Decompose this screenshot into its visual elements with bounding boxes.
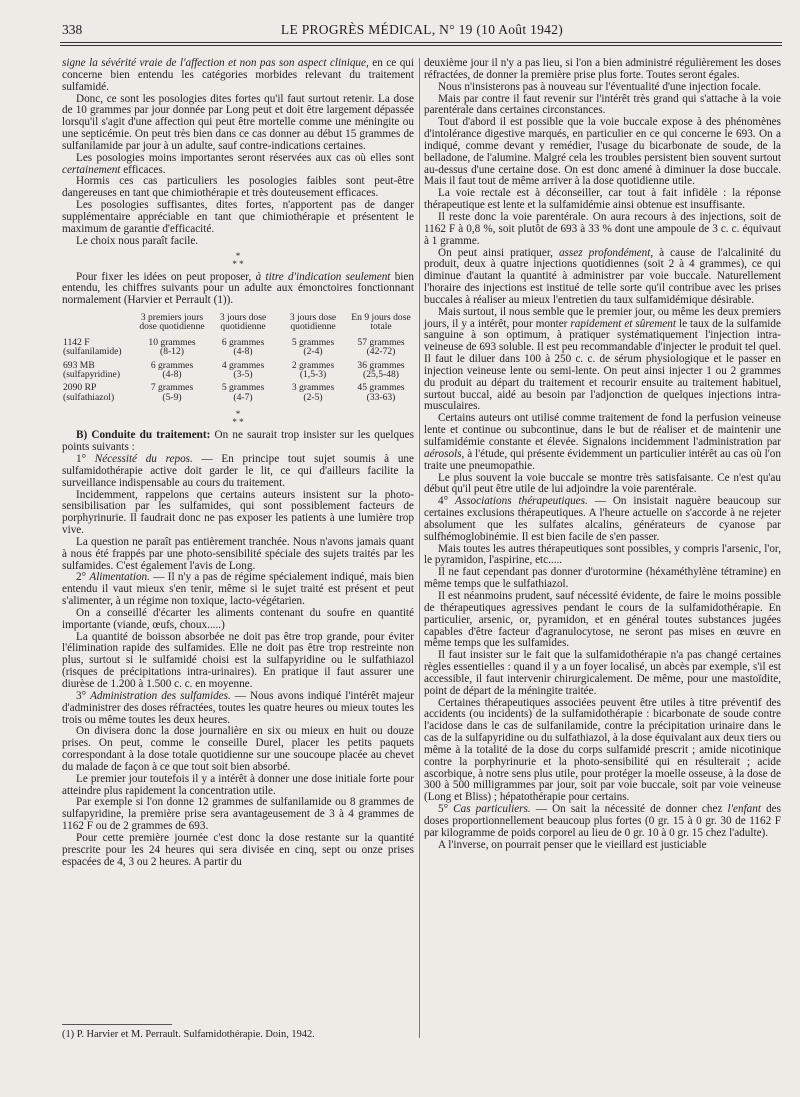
paragraph: deuxième jour il n'y a pas lieu, si l'on a bien administré régulièrement les doses réfractées, de donner la première prise plus forte. Toutes seront égales. [424,57,781,81]
paragraph: On divisera donc la dose journalière en six ou mieux en huit ou douze prises. On peut, comme le conseille Durel, placer les petits paquets correspondant à la dose totale quotidienne sur une soucoupe placée au chevet du malade de façon à ce que tout soit bien absorbé. [62,725,414,773]
paragraph: signe la sévérité vraie de l'affection et non pas son aspect clinique, en ce qui concerne bien entendu les catégories morbides relevant du traitement sulfamidé. [62,57,414,93]
table-header-row [62,313,414,336]
page-header [62,22,782,38]
footnote-rule [62,1024,172,1025]
right-column [424,58,781,852]
paragraph: Nous n'insisterons pas à nouveau sur l'éventualité d'une injection focale. [438,80,761,93]
table-cell: 45 grammes (33-63) [357,382,405,403]
journal-title: LE PROGRÈS MÉDICAL, N° 19 (10 Août 1942) [280,22,564,37]
table-cell: 6 grammes (4-8) [221,336,265,358]
table-header-cell [62,313,136,336]
table-cell: 2 grammes (1,5-3) [291,359,335,381]
paragraph: Hormis ces cas particuliers les posologies faibles sont peut-être dangereuses en tant que chimiothérapie et très douteusement efficaces. [62,175,414,200]
paragraph: Certains auteurs ont utilisé comme traitement de fond la perfusion veineuse lente et continue ou subcontinue, dans le but de réaliser et de maintenir une sulfamidémie constante et élevée. Signalons incidemment l'administration par aérosols, à l'étude, qui présente évidemment un particulier intérêt au cas où l'on traite une pneumopathie. [424,412,781,472]
table-header-cell: 3 jours dose quotidienne [289,312,337,333]
table-cell: 6 grammes (4-8) [150,359,194,381]
header-rule-2 [60,45,782,46]
paragraph: Il est néanmoins prudent, sauf nécessité évidente, de faire le moins possible de thérapeutiques agressives pendant le cours de la sulfamidothérapie. En particulier, arsenic, or, pyramidon, et en général toutes substances jugées capables d'être facteur d'agranulocytose, ne seront pas mises en œuvre en même temps que les sulfamides. [424,589,781,650]
table-cell: 3 grammes (2-5) [291,382,335,403]
table-cell: 5 grammes (2-4) [291,336,335,358]
paragraph: Les posologies moins importantes seront réservées aux cas où elles sont certainement efficaces. [62,151,414,176]
table-row [62,381,414,404]
footnote: (1) P. Harvier et M. Perrault. Sulfamidothérapie. Doin, 1942. [62,1029,315,1040]
paragraph: Mais surtout, il nous semble que le premier jour, ou même les deux premiers jours, il y a intérêt, pour monter rapidement et sûrement le taux de la sulfamide sanguine à son optimum, à pratiquer systématiquement l'injection intra-veineuse de 693 soluble. Il est peu recommandable d'injecter le produit tel quel. Il faut le diluer dans 100 à 250 c. c. de sérum physiologique et le passer en injection veineuse lente ou semi-lente. On peut ainsi injecter 1 ou 2 grammes du produit au départ du traitement et recourir ensuite au traitement habituel, surtout buccal, aidé au besoin par l'adjonction de quelques injections intra-musculaires. [424,305,781,413]
section-separator: * * * [232,409,244,428]
table-cell: 1142 F (sulfanilamide) [63,336,122,358]
paragraph: Donc, ce sont les posologies dites fortes qu'il faut surtout retenir. La dose de 10 grammes par jour donnée par Long peut et doit être largement dépassée lorsqu'il s'agit d'une affection qui peut être mortelle comme une méningite ou une septicémie. On peut très bien dans ce cas donner au début 15 grammes de sulfanilamide par jour à un adulte, sauf contre-indications certaines. [62,92,414,152]
paragraph: Les posologies suffisantes, dites fortes, n'apportent pas de danger supplémentaire appréciable en tant que chimiothérapie et présentent le maximum de garantie d'efficacité. [62,199,414,235]
paragraph: Il reste donc la voie parentérale. On aura recours à des injections, soit de 1162 F à 0,8 %, soit plutôt de 693 à 33 % dont une ampoule de 3 c. c. équivaut à 1 gramme. [424,210,781,247]
paragraph: 5° Cas particuliers. — On sait la nécessité de donner chez l'enfant des doses proportionnellement beaucoup plus fortes (0 gr. 15 à 0 gr. 30 de 1162 F par kilogramme de poids corporel au lieu de 0 gr. 10 à 0 gr. 15 chez l'adulte). [424,803,781,839]
paragraph: Le choix nous paraît facile. [76,234,199,247]
paragraph: On peut ainsi pratiquer, assez profondément, à cause de l'alcalinité du produit, deux à quatre injections quotidiennes (soit 2 à 4 grammes), ce qui diminue d'autant la quantité à administrer par voie buccale. Naturellement l'horaire des injections est institué de telle sorte qu'il contribue avec les prises buccales à réaliser au mieux l'entretien du taux sulfamidémique désirable. [424,246,781,306]
table-header-cell: 3 jours dose quotidienne [219,312,267,333]
paragraph: Il faut insister sur le fait que la sulfamidothérapie n'a pas changé certaines règles essentielles : quand il y a un foyer localisé, un abcès par exemple, s'il est accessible, il faut intervenir chirurgicalement. De même, pour une mastoïdite, point de départ de la méningite traitée. [424,649,781,697]
column-divider [419,58,420,1038]
paragraph: Mais toutes les autres thérapeutiques sont possibles, y compris l'arsenic, l'or, le pyramidon, l'aspirine, etc..... [424,542,781,567]
paragraph: Incidemment, rappelons que certains auteurs insistent sur la photo-sensibilisation par les sulfamides, qui sont possiblement facteurs de porphyrinurie. Il faudrait donc ne pas exposer les patients à une lumière trop vive. [62,488,414,537]
paragraph: Tout d'abord il est possible que la voie buccale expose à des phénomènes d'intolérance digestive marqués, en particulier en ce qui concerne le 693. On a indiqué, comme devant y remédier, l'usage du bicarbonate de soude, de la belladone, de l'alumine. Malgré cela les troubles persistent bien souvent surtout au-dessus d'une certaine dose. On est donc amené à diminuer la dose buccale. Mais il faut tout de même arriver à la dose quotidienne utile. [424,116,781,188]
left-column [62,58,414,869]
paragraph: A l'inverse, on pourrait penser que le vieillard est justiciable [438,838,707,851]
page-number: 338 [62,22,83,37]
paragraph: 4° Associations thérapeutiques. — On insistait naguère beaucoup sur certaines exclusions thérapeutiques. A l'heure actuelle on s'accorde à ne rejeter absolument que les sulfates alcalins, générateurs de cyanose par sulfhémoglobinémie. Il est bien facile de s'en passer. [424,495,781,543]
section-separator: * * * [232,250,244,269]
table-row [62,359,414,382]
table-cell: 2090 RP (sulfathiazol) [63,382,115,403]
paragraph: 2° Alimentation. — Il n'y a pas de régime spécialement indiqué, mais bien entendu il vaut mieux s'en tenir, même si le sujet traité est présent et peut s'alimenter, à un régime non toxique, lacto-végétarien. [62,571,414,608]
table-cell: 36 grammes (25,5-48) [357,359,405,381]
table-header-cell: 3 premiers jours dose quotidienne [139,312,205,333]
paragraph: Le premier jour toutefois il y a intérêt à donner une dose initiale forte pour atteindre plus rapidement la concentration utile. [62,772,414,797]
table-header-cell: En 9 jours dose totale [351,312,411,333]
header-rule [60,42,782,43]
table-cell: 4 grammes (3-5) [221,359,265,381]
paragraph: On a conseillé d'écarter les aliments contenant du soufre en quantité importante (viande, œufs, choux.....) [62,606,414,631]
paragraph: Certaines thérapeutiques associées peuvent être utiles à titre préventif des accidents (ou incidents) de la sulfamidothérapie : bicarbonate de soude contre l'acidose dans le cas de sulfanilamide, contre la précipitation urinaire dans le cas de la sulfapyridine ou du sulfathiazol, à la dose équivalant aux deux tiers ou même à la totalité de la dose du corps sulfamidé prescrit ; amide nicotinique contre la porphyrinurie et la photo-sensibilité qui en résulterait ; acide ascorbique, à notre sens plus utile, pour protéger la moelle osseuse, à la dose de 300 à 500 milligrammes par jour, soit par voie buccale, soit par voie veineuse (Long et Bliss) ; hépatothérapie pour certains. [424,696,781,804]
paragraph: La voie rectale est à déconseiller, car tout à fait infidèle : la réponse thérapeutique est lente et la sulfamidémie ainsi obtenue est insuffisante. [424,187,781,212]
paragraph: Mais par contre il faut revenir sur l'intérêt très grand qui s'attache à la voie parentérale dans certaines circonstances. [424,92,781,117]
table-cell: 57 grammes (42-72) [357,336,405,358]
table-row [62,336,414,359]
table-cell: 5 grammes (4-7) [221,382,265,403]
paragraph: Pour fixer les idées on peut proposer, à titre d'indication seulement bien entendu, les chiffres suivants pour un adulte aux émonctoires fonctionnant normalement (Harvier et Perrault (1)). [62,270,414,307]
section-heading-paragraph: B) Conduite du traitement: On ne saurait trop insister sur les quelques points suivants : [62,429,415,454]
paragraph: 3° Administration des sulfamides. — Nous avons indiqué l'intérêt majeur d'administrer des doses réfractées, toutes les quatre heures ou mieux toutes les trois ou même toutes les deux heures. [62,689,414,726]
paragraph: La quantité de boisson absorbée ne doit pas être trop grande, pour éviter l'élimination rapide des sulfamides. Elle ne doit pas être trop restreinte non plus, surtout si le sulfamidé choisi est la sulfapyridine ou le sulfathiazol (risques de précipitations intra-urinaires). En pratique il faut assurer une diurèse de 1.200 à 1.500 c. c. en moyenne. [62,630,414,690]
paragraph: 1° Nécessité du repos. — En principe tout sujet soumis à une sulfamidothérapie active doit garder le lit, ce qui d'ailleurs facilite la surveillance indispensable au cours du traitement. [62,452,414,489]
paragraph: Il ne faut cependant pas donner d'urotormine (héxaméthylène tétramine) en même temps que le sulfathiazol. [424,566,781,591]
table-cell: 10 grammes (8-12) [148,336,196,358]
paragraph: Le plus souvent la voie buccale se montre très satisfaisante. Ce n'est qu'au début qu'il peut être utile de lui adjoindre la voie parentérale. [424,471,781,496]
paragraph: Par exemple si l'on donne 12 grammes de sulfanilamide ou 8 grammes de sulfapyridine, la première prise sera avantageusement de 3 à 4 grammes de 1162 F ou de 2 grammes de 693. [62,796,414,833]
table-cell: 693 MB (sulfapyridine) [63,359,121,381]
table-cell: 7 grammes (5-9) [150,382,194,403]
dosage-table [62,313,414,404]
paragraph: La question ne paraît pas entièrement tranchée. Nous n'avons jamais quant à nous été frappés par une photo-sensibilité spéciale des sujets traités par les sulfamides. C'est également l'avis de Long. [62,535,414,572]
paragraph: Pour cette première journée c'est donc la dose restante sur la quantité prescrite pour les 24 heures qui sera divisée en cinq, sept ou onze prises espacées de 4, 3 ou 2 heures. A partir du [62,831,414,868]
